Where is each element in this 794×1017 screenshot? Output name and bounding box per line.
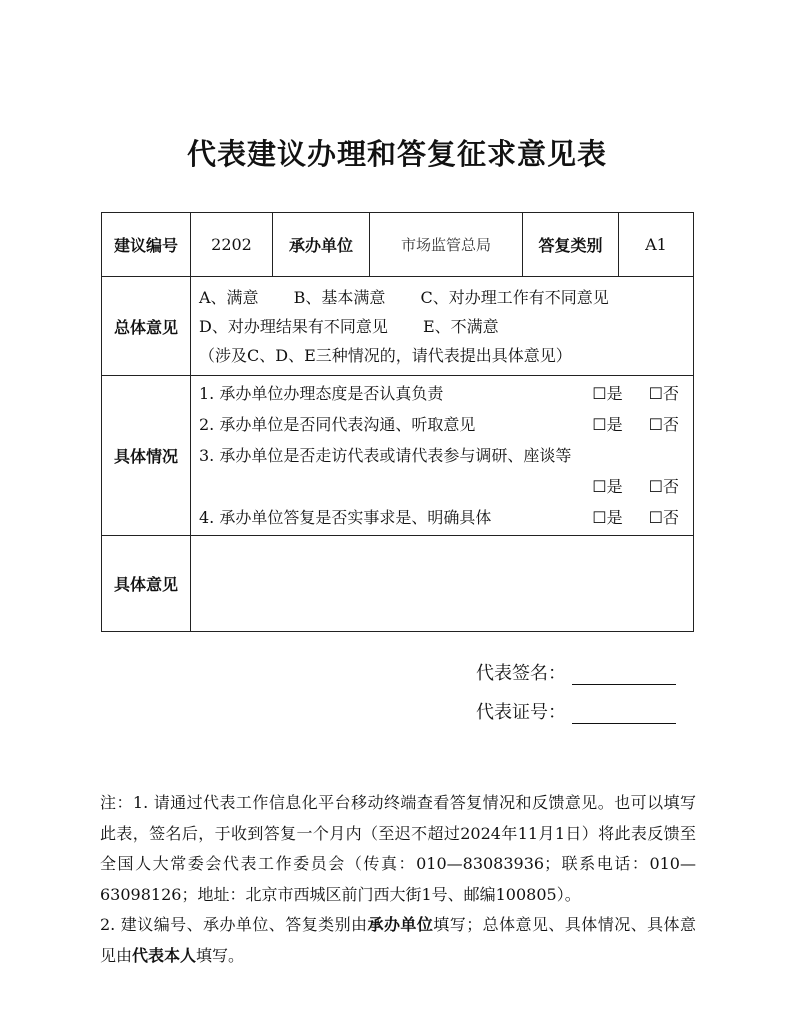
yes-checkbox[interactable]: ☐是: [592, 477, 623, 496]
signature-id-field[interactable]: [572, 705, 676, 724]
signature-name: [476, 659, 676, 685]
suggestion-no-label: 建议编号: [102, 213, 191, 277]
no-checkbox[interactable]: ☐否: [648, 384, 679, 403]
situation-label: 具体情况: [102, 376, 191, 536]
opinion-label: 具体意见: [102, 536, 191, 632]
option-e[interactable]: E、不满意: [422, 316, 499, 336]
overall-row: [102, 277, 694, 376]
situation-row: [102, 376, 694, 536]
footnote-2-text: 填写。: [196, 945, 245, 965]
no-checkbox[interactable]: ☐否: [648, 477, 679, 496]
question-4: [199, 502, 679, 533]
yes-checkbox[interactable]: ☐是: [592, 384, 623, 403]
yes-checkbox[interactable]: ☐是: [592, 415, 623, 434]
form-title: 代表建议办理和答复征求意见表: [186, 137, 607, 171]
signature-name-field[interactable]: [572, 666, 676, 685]
unit-label: 承办单位: [273, 213, 370, 277]
option-d[interactable]: D、对办理结果有不同意见: [199, 316, 388, 336]
footnote-1: 注：1. 请通过代表工作信息化平台移动终端查看答复情况和反馈意见。也可以填写此表，签名后，于收到答复一个月内（至迟不超过2024年11月1日）将此表反馈至全国人大常委会代表工作委员会（传真：010—83083936；联系电话：010—63098126；地址：北京市西城区前门西大街1号、邮编100805）。: [100, 793, 696, 904]
option-b[interactable]: B、基本满意: [293, 287, 386, 307]
question-3-answers: [199, 471, 679, 502]
footnote-2-emph: 承办单位: [367, 915, 434, 934]
reply-type-value: A1: [619, 213, 694, 277]
yes-checkbox[interactable]: ☐是: [592, 508, 623, 527]
footnote-2-text: 填写；总体意见、具体情况、具体意见由: [100, 915, 696, 965]
question-3: [199, 440, 679, 471]
unit-value: 市场监管总局: [370, 213, 523, 277]
no-checkbox[interactable]: ☐否: [648, 415, 679, 434]
footnote: [100, 788, 696, 971]
question-text: 1. 承办单位办理态度是否认真负责: [199, 384, 444, 403]
overall-label: 总体意见: [102, 277, 191, 376]
situation-questions: [191, 376, 694, 536]
signature-id: [476, 698, 676, 724]
opinion-field[interactable]: [191, 536, 694, 632]
overall-options: [191, 277, 694, 376]
question-text: 2. 承办单位是否同代表沟通、听取意见: [199, 415, 476, 434]
header-row: [102, 213, 694, 277]
question-text: 4. 承办单位答复是否实事求是、明确具体: [199, 508, 492, 527]
suggestion-no-value: 2202: [191, 213, 273, 277]
question-text: 3. 承办单位是否走访代表或请代表参与调研、座谈等: [199, 446, 572, 465]
question-1: [199, 378, 679, 409]
signature-id-label: 代表证号：: [476, 702, 566, 723]
footnote-2-emph: 代表本人: [132, 945, 197, 965]
signature-name-label: 代表签名：: [476, 663, 566, 684]
no-checkbox[interactable]: ☐否: [648, 508, 679, 527]
opinion-row: [102, 536, 694, 632]
overall-note: （涉及C、D、E三种情况的，请代表提出具体意见）: [199, 345, 572, 365]
feedback-form-table: [101, 212, 694, 632]
reply-type-label: 答复类别: [523, 213, 619, 277]
option-c[interactable]: C、对办理工作有不同意见: [420, 287, 609, 307]
footnote-2: [100, 910, 696, 971]
footnote-2-text: 2. 建议编号、承办单位、答复类别由: [100, 915, 368, 934]
option-a[interactable]: A、满意: [199, 287, 259, 307]
question-2: [199, 409, 679, 440]
